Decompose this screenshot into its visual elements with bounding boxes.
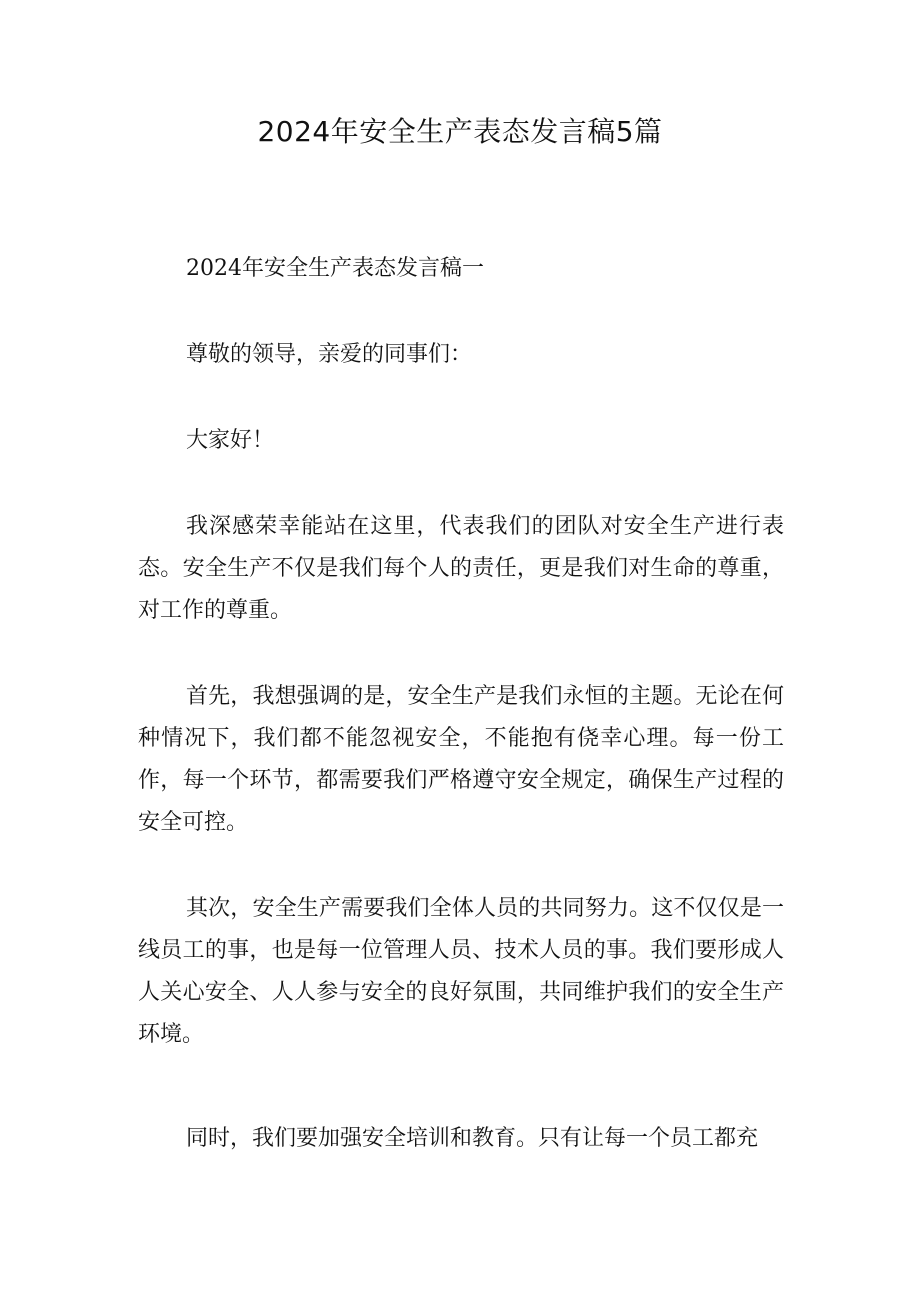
section-subtitle: 2024年安全生产表态发言稿一 <box>186 256 484 281</box>
greeting-line: 尊敬的领导，亲爱的同事们： <box>186 342 473 367</box>
body-paragraph: 其次，安全生产需要我们全体人员的共同努力。这不仅仅是一线员工的事，也是每一位管理人员、技术人员的事。我们要形成人人关心安全、人人参与安全的良好氛围，共同维护我们的安全生产环境。 <box>138 896 784 1047</box>
hello-line: 大家好！ <box>186 428 275 453</box>
body-paragraph: 首先，我想强调的是，安全生产是我们永恒的主题。无论在何种情况下，我们都不能忽视安全，不能抱有侥幸心理。每一份工作，每一个环节，都需要我们严格遵守安全规定，确保生产过程的安全可控。 <box>138 684 784 835</box>
body-paragraph: 同时，我们要加强安全培训和教育。只有让每一个员工都充 <box>186 1126 759 1151</box>
body-paragraph: 我深感荣幸能站在这里，代表我们的团队对安全生产进行表态。安全生产不仅是我们每个人的责任，更是我们对生命的尊重，对工作的尊重。 <box>138 514 784 623</box>
document-title: 2024年安全生产表态发言稿5篇 <box>257 115 663 148</box>
